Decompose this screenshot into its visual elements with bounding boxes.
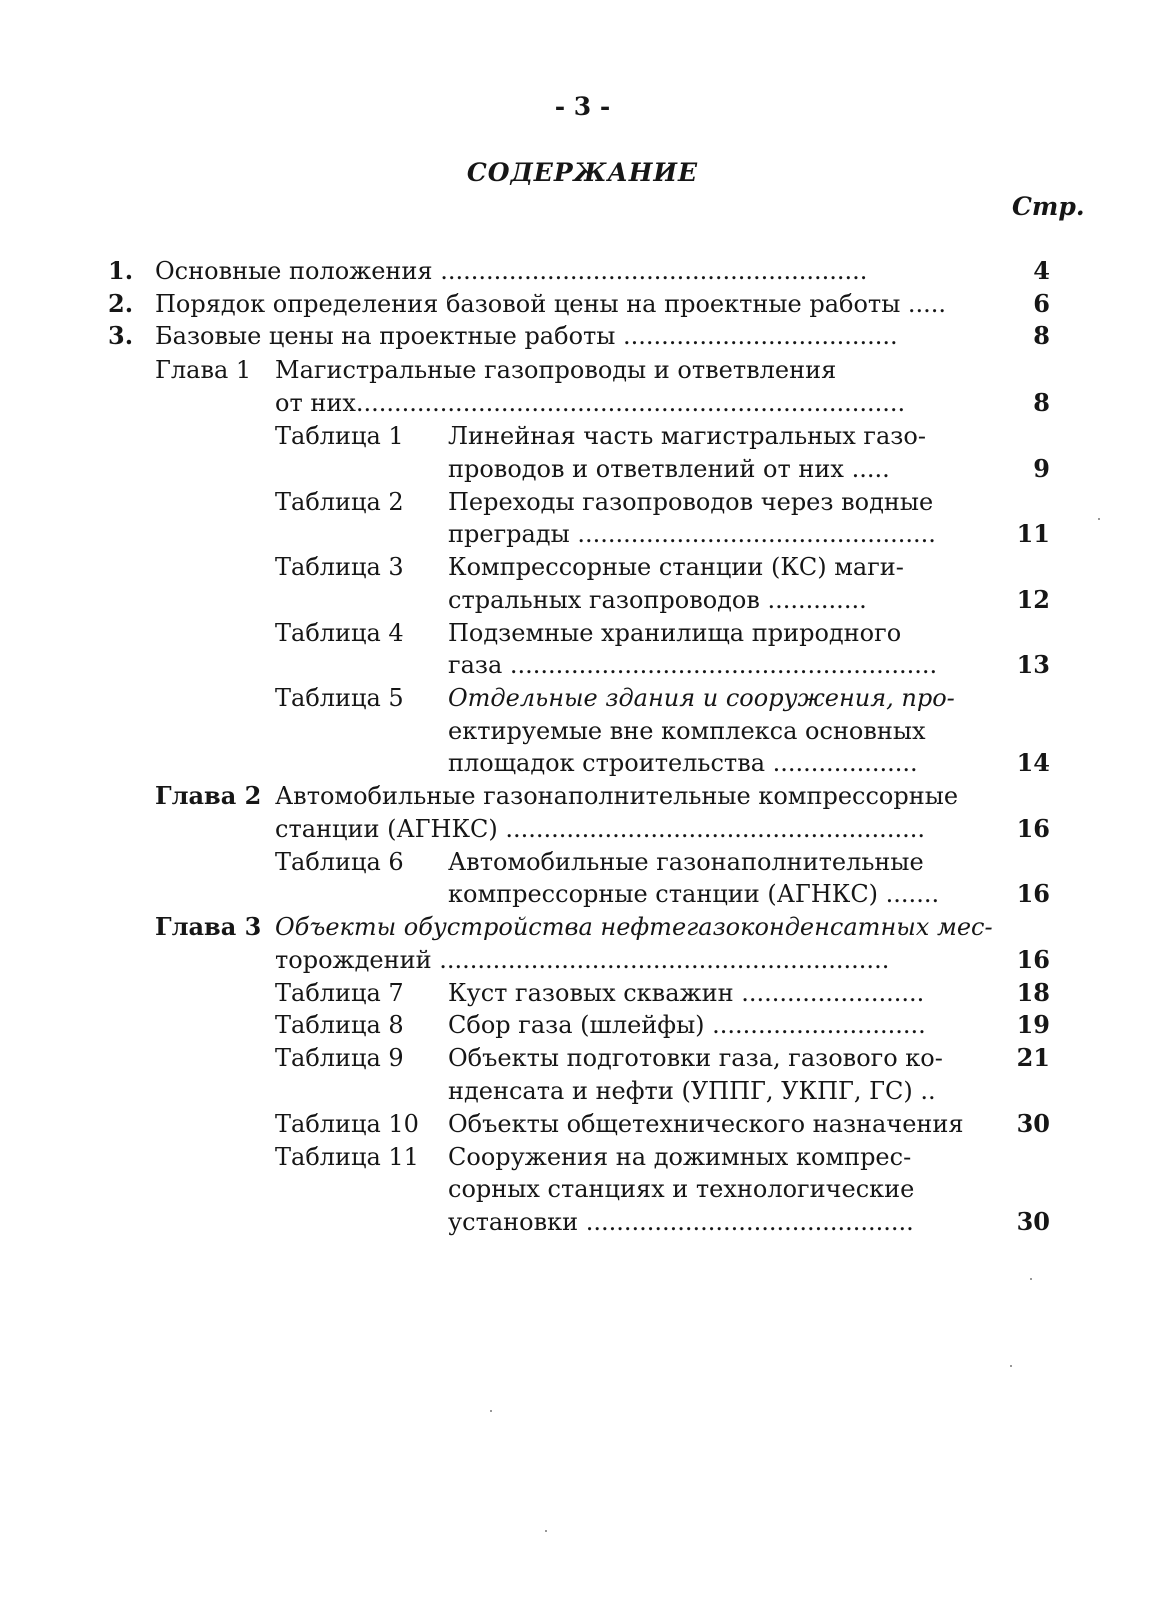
chapter-title-line: станции (АГНКС) .......................................................: [275, 815, 925, 843]
chapter-label: Глава 3: [155, 912, 262, 941]
table-page: 21: [1016, 1043, 1050, 1072]
chapter-page: 16: [1016, 945, 1050, 974]
table-page: 12: [1016, 585, 1050, 614]
section-page: 8: [1033, 321, 1050, 350]
table-title-line: Переходы газопроводов через водные: [448, 488, 934, 516]
scan-speck: [1010, 1365, 1012, 1367]
table-title-line: Автомобильные газонаполнительные: [448, 848, 924, 876]
table-label: Таблица 2: [275, 488, 404, 516]
table-title-line: Отдельные здания и сооружения, про-: [448, 684, 955, 712]
table-title-line: нденсата и нефти (УППГ, УКПГ, ГС) ..: [448, 1077, 936, 1105]
table-title-line: установки ...........................................: [448, 1208, 914, 1236]
table-title-line: проводов и ответвлений от них .....: [448, 455, 890, 483]
table-title-line: Объекты общетехнического назначения: [448, 1110, 964, 1138]
scan-speck: [1098, 518, 1100, 520]
table-title-line: Сбор газа (шлейфы) ............................: [448, 1011, 926, 1039]
table-title-line: преграды ...............................................: [448, 520, 936, 548]
chapter-title-line: торождений ...........................................................: [275, 946, 890, 974]
table-page: 14: [1016, 748, 1050, 777]
chapter-title-line: Автомобильные газонаполнительные компрессорные: [275, 782, 959, 810]
chapter-page: 16: [1016, 814, 1050, 843]
table-page: 11: [1016, 519, 1050, 548]
scan-speck: [1030, 1278, 1032, 1280]
table-title-line: Компрессорные станции (КС) маги-: [448, 553, 904, 581]
table-label: Таблица 11: [275, 1143, 419, 1171]
table-label: Таблица 3: [275, 553, 404, 581]
table-label: Таблица 7: [275, 979, 404, 1007]
scan-speck: [545, 1530, 547, 1532]
page-title: СОДЕРЖАНИЕ: [466, 158, 699, 187]
table-label: Таблица 4: [275, 619, 404, 647]
table-title-line: Куст газовых скважин ........................: [448, 979, 925, 1007]
table-label: Таблица 10: [275, 1110, 419, 1138]
table-title-line: сорных станциях и технологические: [448, 1175, 915, 1203]
table-title-line: Сооружения на дожимных компрес-: [448, 1143, 912, 1171]
table-title-line: Линейная часть магистральных газо-: [448, 422, 926, 450]
chapter-label: Глава 1: [155, 356, 252, 384]
table-page: 18: [1016, 978, 1050, 1007]
table-label: Таблица 5: [275, 684, 404, 712]
table-title-line: стральных газопроводов .............: [448, 586, 867, 614]
table-title-line: Подземные хранилища природного: [448, 619, 902, 647]
section-page: 6: [1033, 289, 1050, 318]
section-marker: 2.: [108, 289, 134, 318]
table-title-line: Объекты подготовки газа, газового ко-: [448, 1044, 943, 1072]
scan-speck: [490, 1410, 492, 1412]
table-page: 9: [1033, 454, 1050, 483]
table-page: 30: [1016, 1109, 1050, 1138]
section-page: 4: [1033, 256, 1050, 285]
chapter-title-line: Магистральные газопроводы и ответвления: [275, 356, 837, 384]
table-page: 30: [1016, 1207, 1050, 1236]
table-title-line: газа ........................................................: [448, 651, 938, 679]
page-number: - 3 -: [554, 92, 611, 121]
chapter-page: 8: [1033, 388, 1050, 417]
section-title: Базовые цены на проектные работы ....................................: [155, 322, 898, 350]
table-page: 16: [1016, 879, 1050, 908]
table-label: Таблица 1: [275, 422, 404, 450]
section-marker: 3.: [108, 321, 134, 350]
table-title-line: ектируемые вне комплекса основных: [448, 717, 926, 745]
chapter-title-line: Объекты обустройства нефтегазоконденсатных мес-: [275, 913, 993, 941]
table-title-line: компрессорные станции (АГНКС) .......: [448, 880, 940, 908]
section-marker: 1.: [108, 256, 134, 285]
chapter-title-line: от них........................................................................: [275, 389, 906, 417]
page-column-header: Стр.: [1012, 192, 1085, 221]
table-title-line: площадок строительства ...................: [448, 749, 918, 777]
chapter-label: Глава 2: [155, 781, 262, 810]
table-label: Таблица 8: [275, 1011, 404, 1039]
section-title: Основные положения ........................................................: [155, 257, 868, 285]
table-label: Таблица 6: [275, 848, 404, 876]
table-page: 19: [1016, 1010, 1050, 1039]
table-page: 13: [1016, 650, 1050, 679]
section-title: Порядок определения базовой цены на проектные работы .....: [155, 290, 947, 318]
table-label: Таблица 9: [275, 1044, 404, 1072]
